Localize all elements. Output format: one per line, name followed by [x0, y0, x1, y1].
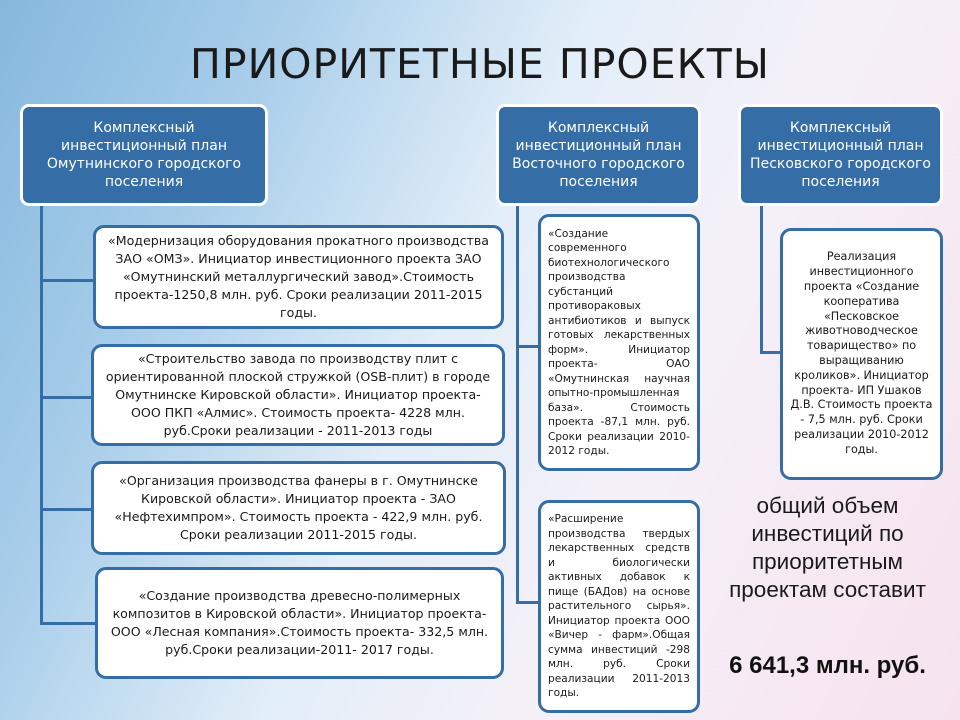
header-omutninsk-label: Комплексный инвестиционный план Омутнинского городского поселения	[46, 120, 242, 190]
project-card-vicher-pharm-text: «Расширение производства твердых лекарственных средств и биологически активных добавок к пище (БАДов) на основе растительного сырья». Инициатор проекта ООО «Вичер - фарм».Общая сумма инвестиций -298 млн. руб. Сроки реализации 2011-2013 годы.	[548, 513, 690, 700]
connector-col3-branch-1	[760, 351, 782, 354]
header-omutninsk	[20, 104, 268, 206]
connector-col1-branch-2	[40, 396, 93, 399]
connector-col2-branch-1	[516, 345, 540, 348]
project-card-plywood-text: «Организация производства фанеры в г. Омутнинске Кировской области». Инициатор проекта - ЗАО «Нефтехимпром». Стоимость проекта - 422,9 млн. руб. Сроки реализации 2011-2015 годы.	[114, 473, 483, 542]
project-card-composites	[95, 567, 504, 679]
connector-col2-vertical	[516, 204, 519, 604]
project-card-vicher-pharm	[538, 500, 700, 713]
page-title: ПРИОРИТЕТНЫЕ ПРОЕКТЫ	[190, 40, 770, 88]
connector-col2-branch-2	[516, 601, 540, 604]
project-card-osb-text: «Строительство завода по производству плит с ориентированной плоской стружкой (OSB-плит) в городе Омутнинске Кировской области». Инициатор проекта-ООО ПКП «Алмис». Стоимость проекта- 4228 млн. руб.Сроки реализации - 2011-2013 годы	[105, 351, 491, 438]
connector-col1-branch-3	[40, 508, 93, 511]
project-card-composites-text: «Создание производства древесно-полимерных композитов в Кировской области». Инициатор проекта-ООО «Лесная компания».Стоимость проекта- 332,5 млн. руб.Сроки реализации-2011- 2017 годы.	[110, 588, 489, 657]
header-vostochny	[496, 104, 701, 206]
header-peskovka-label: Комплексный инвестиционный план Песковского городского поселения	[750, 120, 931, 190]
project-card-antibiotics	[538, 214, 700, 471]
project-card-rabbits	[780, 228, 943, 480]
connector-col1-branch-1	[40, 279, 95, 282]
project-card-omz	[93, 225, 504, 329]
project-card-antibiotics-text: «Создание современного биотехнологического производства субстанций противораковых антибиотиков и выпуск готовых лекарственных форм». Инициатор проекта- ОАО «Омутнинская научная опытно-промышленная база». Стоимость проекта -87,1 млн. руб. Сроки реализации 2010-2012 годы.	[548, 227, 690, 457]
connector-col3-vertical	[760, 204, 763, 354]
project-card-plywood	[91, 461, 506, 555]
project-card-omz-text: «Модернизация оборудования прокатного производства ЗАО «ОМЗ». Инициатор инвестиционного проекта ЗАО «Омутнинский металлургический завод».Стоимость проекта-1250,8 млн. руб. Сроки реализации 2011-2015 годы.	[108, 233, 489, 320]
project-card-osb	[91, 344, 505, 446]
connector-col1-vertical	[40, 204, 43, 624]
total-investment-text: общий объем инвестиций по приоритетным проектам составит	[729, 493, 926, 602]
header-peskovka	[738, 104, 943, 206]
total-investment-amount: 6 641,3 млн. руб.	[729, 652, 926, 679]
connector-col1-branch-4	[40, 622, 97, 625]
header-vostochny-label: Комплексный инвестиционный план Восточного городского поселения	[512, 120, 685, 190]
project-card-rabbits-text: Реализация инвестиционного проекта «Создание кооператива «Песковское животноводческое товарищество» по выращиванию кроликов». Инициатор проекта- ИП Ушаков Д.В. Стоимость проекта - 7,5 млн. руб. Сроки реализации 2010-2012 годы.	[790, 250, 933, 456]
